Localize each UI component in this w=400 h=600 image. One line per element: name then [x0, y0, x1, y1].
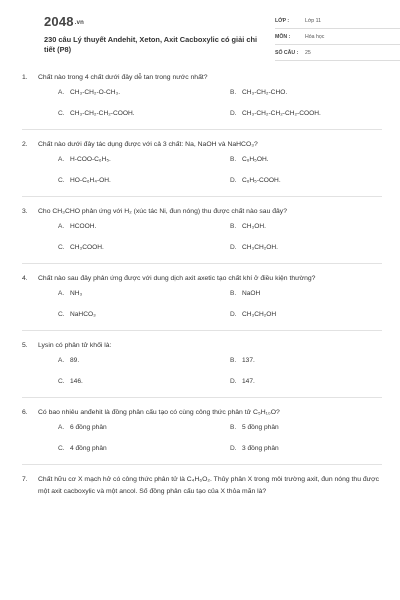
question-number: 5. — [22, 342, 28, 349]
option-letter: B. — [230, 424, 237, 431]
answer-option[interactable] — [58, 177, 111, 184]
meta-value: Lớp 11 — [305, 18, 321, 24]
option-letter: B. — [230, 156, 237, 163]
question-item — [22, 407, 382, 465]
option-letter: A. — [58, 357, 65, 364]
option-text: NaHCO₃ — [70, 311, 96, 318]
question-item — [22, 273, 382, 331]
question-item — [22, 206, 382, 264]
meta-row-subject — [275, 29, 400, 45]
option-letter: C. — [58, 177, 65, 184]
answer-option[interactable] — [230, 311, 276, 318]
question-stem — [22, 474, 382, 498]
meta-row-class — [275, 13, 400, 29]
option-text: C₆H₅OH. — [242, 156, 269, 163]
answer-option[interactable] — [58, 311, 96, 318]
page-title: 230 câu Lý thuyết Andehit, Xeton, Axit Cacboxylic có giải chi tiết (P8) — [44, 35, 258, 54]
option-letter: C. — [58, 378, 65, 385]
option-letter: A. — [58, 424, 65, 431]
answer-option[interactable] — [58, 357, 79, 364]
answer-option[interactable] — [58, 110, 135, 117]
option-row — [40, 172, 382, 193]
option-letter: B. — [230, 223, 237, 230]
option-row — [40, 306, 382, 327]
answer-option[interactable] — [58, 290, 82, 297]
option-letter: A. — [58, 223, 65, 230]
question-item — [22, 72, 382, 130]
option-letter: D. — [230, 445, 237, 452]
meta-table — [275, 13, 400, 61]
answer-option[interactable] — [58, 445, 107, 452]
option-group — [22, 218, 382, 260]
option-letter: D. — [230, 110, 237, 117]
answer-option[interactable] — [230, 223, 266, 230]
option-text: NH₃ — [70, 290, 83, 297]
option-letter: B. — [230, 290, 237, 297]
option-text: 146. — [70, 378, 83, 385]
question-stem — [22, 340, 382, 352]
answer-option[interactable] — [58, 223, 96, 230]
option-letter: A. — [58, 156, 65, 163]
answer-option[interactable] — [230, 110, 321, 117]
site-logo[interactable] — [44, 14, 84, 29]
answer-option[interactable] — [230, 244, 278, 251]
question-list — [22, 72, 382, 498]
option-letter: A. — [58, 290, 65, 297]
question-stem — [22, 206, 382, 218]
option-text: CH₃COOH. — [70, 244, 104, 251]
answer-option[interactable] — [58, 424, 107, 431]
meta-value: 25 — [305, 50, 311, 56]
question-text: Chất nào dưới đây tác dụng được với cả 3 chất: Na, NaOH và NaHCO₃? — [38, 141, 258, 148]
option-text: CH₃CH₂OH. — [242, 244, 279, 251]
question-divider — [22, 129, 382, 130]
question-number: 2. — [22, 141, 28, 148]
question-stem — [22, 72, 382, 84]
logo-main: 2048 — [44, 14, 74, 29]
question-divider — [22, 330, 382, 331]
option-row — [40, 239, 382, 260]
question-divider — [22, 263, 382, 264]
option-text: CH₃-CH₂-CHO. — [242, 89, 288, 96]
option-text: CH₃OH. — [242, 223, 266, 230]
question-text: Lysin có phân tử khối là: — [38, 342, 112, 349]
option-row — [40, 285, 382, 306]
answer-option[interactable] — [58, 89, 120, 96]
option-letter: B. — [230, 357, 237, 364]
option-row — [40, 105, 382, 126]
option-text: 89. — [70, 357, 80, 364]
meta-label: SỐ CÂU : — [275, 50, 299, 56]
option-text: HO-C₆H₄-OH. — [70, 177, 111, 184]
answer-option[interactable] — [230, 424, 279, 431]
option-row — [40, 419, 382, 440]
option-letter: A. — [58, 89, 65, 96]
option-letter: D. — [230, 378, 237, 385]
option-letter: C. — [58, 244, 65, 251]
answer-option[interactable] — [230, 177, 281, 184]
question-item — [22, 139, 382, 197]
option-group — [22, 84, 382, 126]
option-text: CH₃CH₂OH — [242, 311, 277, 318]
option-letter: C. — [58, 311, 65, 318]
question-number: 3. — [22, 208, 28, 215]
question-stem — [22, 273, 382, 285]
option-letter: B. — [230, 89, 237, 96]
meta-label: LỚP : — [275, 18, 290, 24]
option-group — [22, 419, 382, 461]
question-text: Cho CH₃CHO phản ứng với H₂ (xúc tác Ni, đun nóng) thu được chất nào sau đây? — [38, 208, 287, 215]
document-header — [22, 0, 382, 68]
answer-option[interactable] — [230, 89, 287, 96]
question-divider — [22, 464, 382, 465]
meta-label: MÔN : — [275, 34, 291, 40]
option-text: 6 đồng phân — [70, 424, 107, 431]
option-row — [40, 151, 382, 172]
option-text: 3 đồng phân — [242, 445, 279, 452]
option-text: CH₃-CH₂-CH₂-CH₂-COOH. — [242, 110, 321, 117]
question-stem — [22, 139, 382, 151]
option-text: C₆H₅-COOH. — [242, 177, 281, 184]
question-stem — [22, 407, 382, 419]
answer-option[interactable] — [230, 290, 260, 297]
option-text: 4 đồng phân — [70, 445, 107, 452]
question-number: 7. — [22, 476, 28, 483]
option-row — [40, 218, 382, 239]
option-text: H-COO-C₆H₅. — [70, 156, 111, 163]
question-text: Chất nào sau đây phản ứng được với dung dịch axit axetic tạo chất khí ở điều kiện thường? — [38, 275, 316, 282]
answer-option[interactable] — [58, 244, 104, 251]
option-row — [40, 352, 382, 373]
answer-option[interactable] — [58, 156, 111, 163]
option-row — [40, 373, 382, 394]
question-text: Chất hữu cơ X mạch hở có công thức phân tử là C₄H₆O₂. Thủy phân X trong môi trường axit, đun nóng thu được một axit cacboxylic và một ancol. Số đồng phân cấu tạo của X thỏa mãn là? — [38, 476, 380, 495]
question-divider — [22, 397, 382, 398]
question-divider — [22, 196, 382, 197]
answer-option[interactable] — [58, 378, 83, 385]
answer-option[interactable] — [230, 156, 269, 163]
option-letter: D. — [230, 311, 237, 318]
option-letter: D. — [230, 177, 237, 184]
question-item — [22, 474, 382, 498]
answer-option[interactable] — [230, 445, 279, 452]
question-text: Có bao nhiêu anđehit là đồng phân cấu tạo có cùng công thức phân tử C₅H₁₀O? — [38, 409, 280, 416]
option-row — [40, 440, 382, 461]
option-text: NaOH — [242, 290, 261, 297]
answer-option[interactable] — [230, 378, 255, 385]
logo-suffix: .vn — [74, 20, 85, 26]
option-text: 137. — [242, 357, 255, 364]
option-text: HCOOH. — [70, 223, 97, 230]
option-letter: D. — [230, 244, 237, 251]
option-group — [22, 151, 382, 193]
meta-row-count — [275, 45, 400, 61]
question-text: Chất nào trong 4 chất dưới đây dễ tan trong nước nhất? — [38, 74, 208, 81]
option-row — [40, 84, 382, 105]
question-number: 4. — [22, 275, 28, 282]
option-letter: C. — [58, 110, 65, 117]
option-group — [22, 352, 382, 394]
answer-option[interactable] — [230, 357, 255, 364]
option-text: 147. — [242, 378, 255, 385]
option-letter: C. — [58, 445, 65, 452]
question-number: 1. — [22, 74, 28, 81]
question-item — [22, 340, 382, 398]
option-text: 5 đồng phân — [242, 424, 279, 431]
option-text: CH₃-CH₂-O-CH₃. — [70, 89, 121, 96]
option-text: CH₃-CH₂-CH₂-COOH. — [70, 110, 135, 117]
meta-value: Hóa học — [305, 34, 325, 40]
question-number: 6. — [22, 409, 28, 416]
option-group — [22, 285, 382, 327]
